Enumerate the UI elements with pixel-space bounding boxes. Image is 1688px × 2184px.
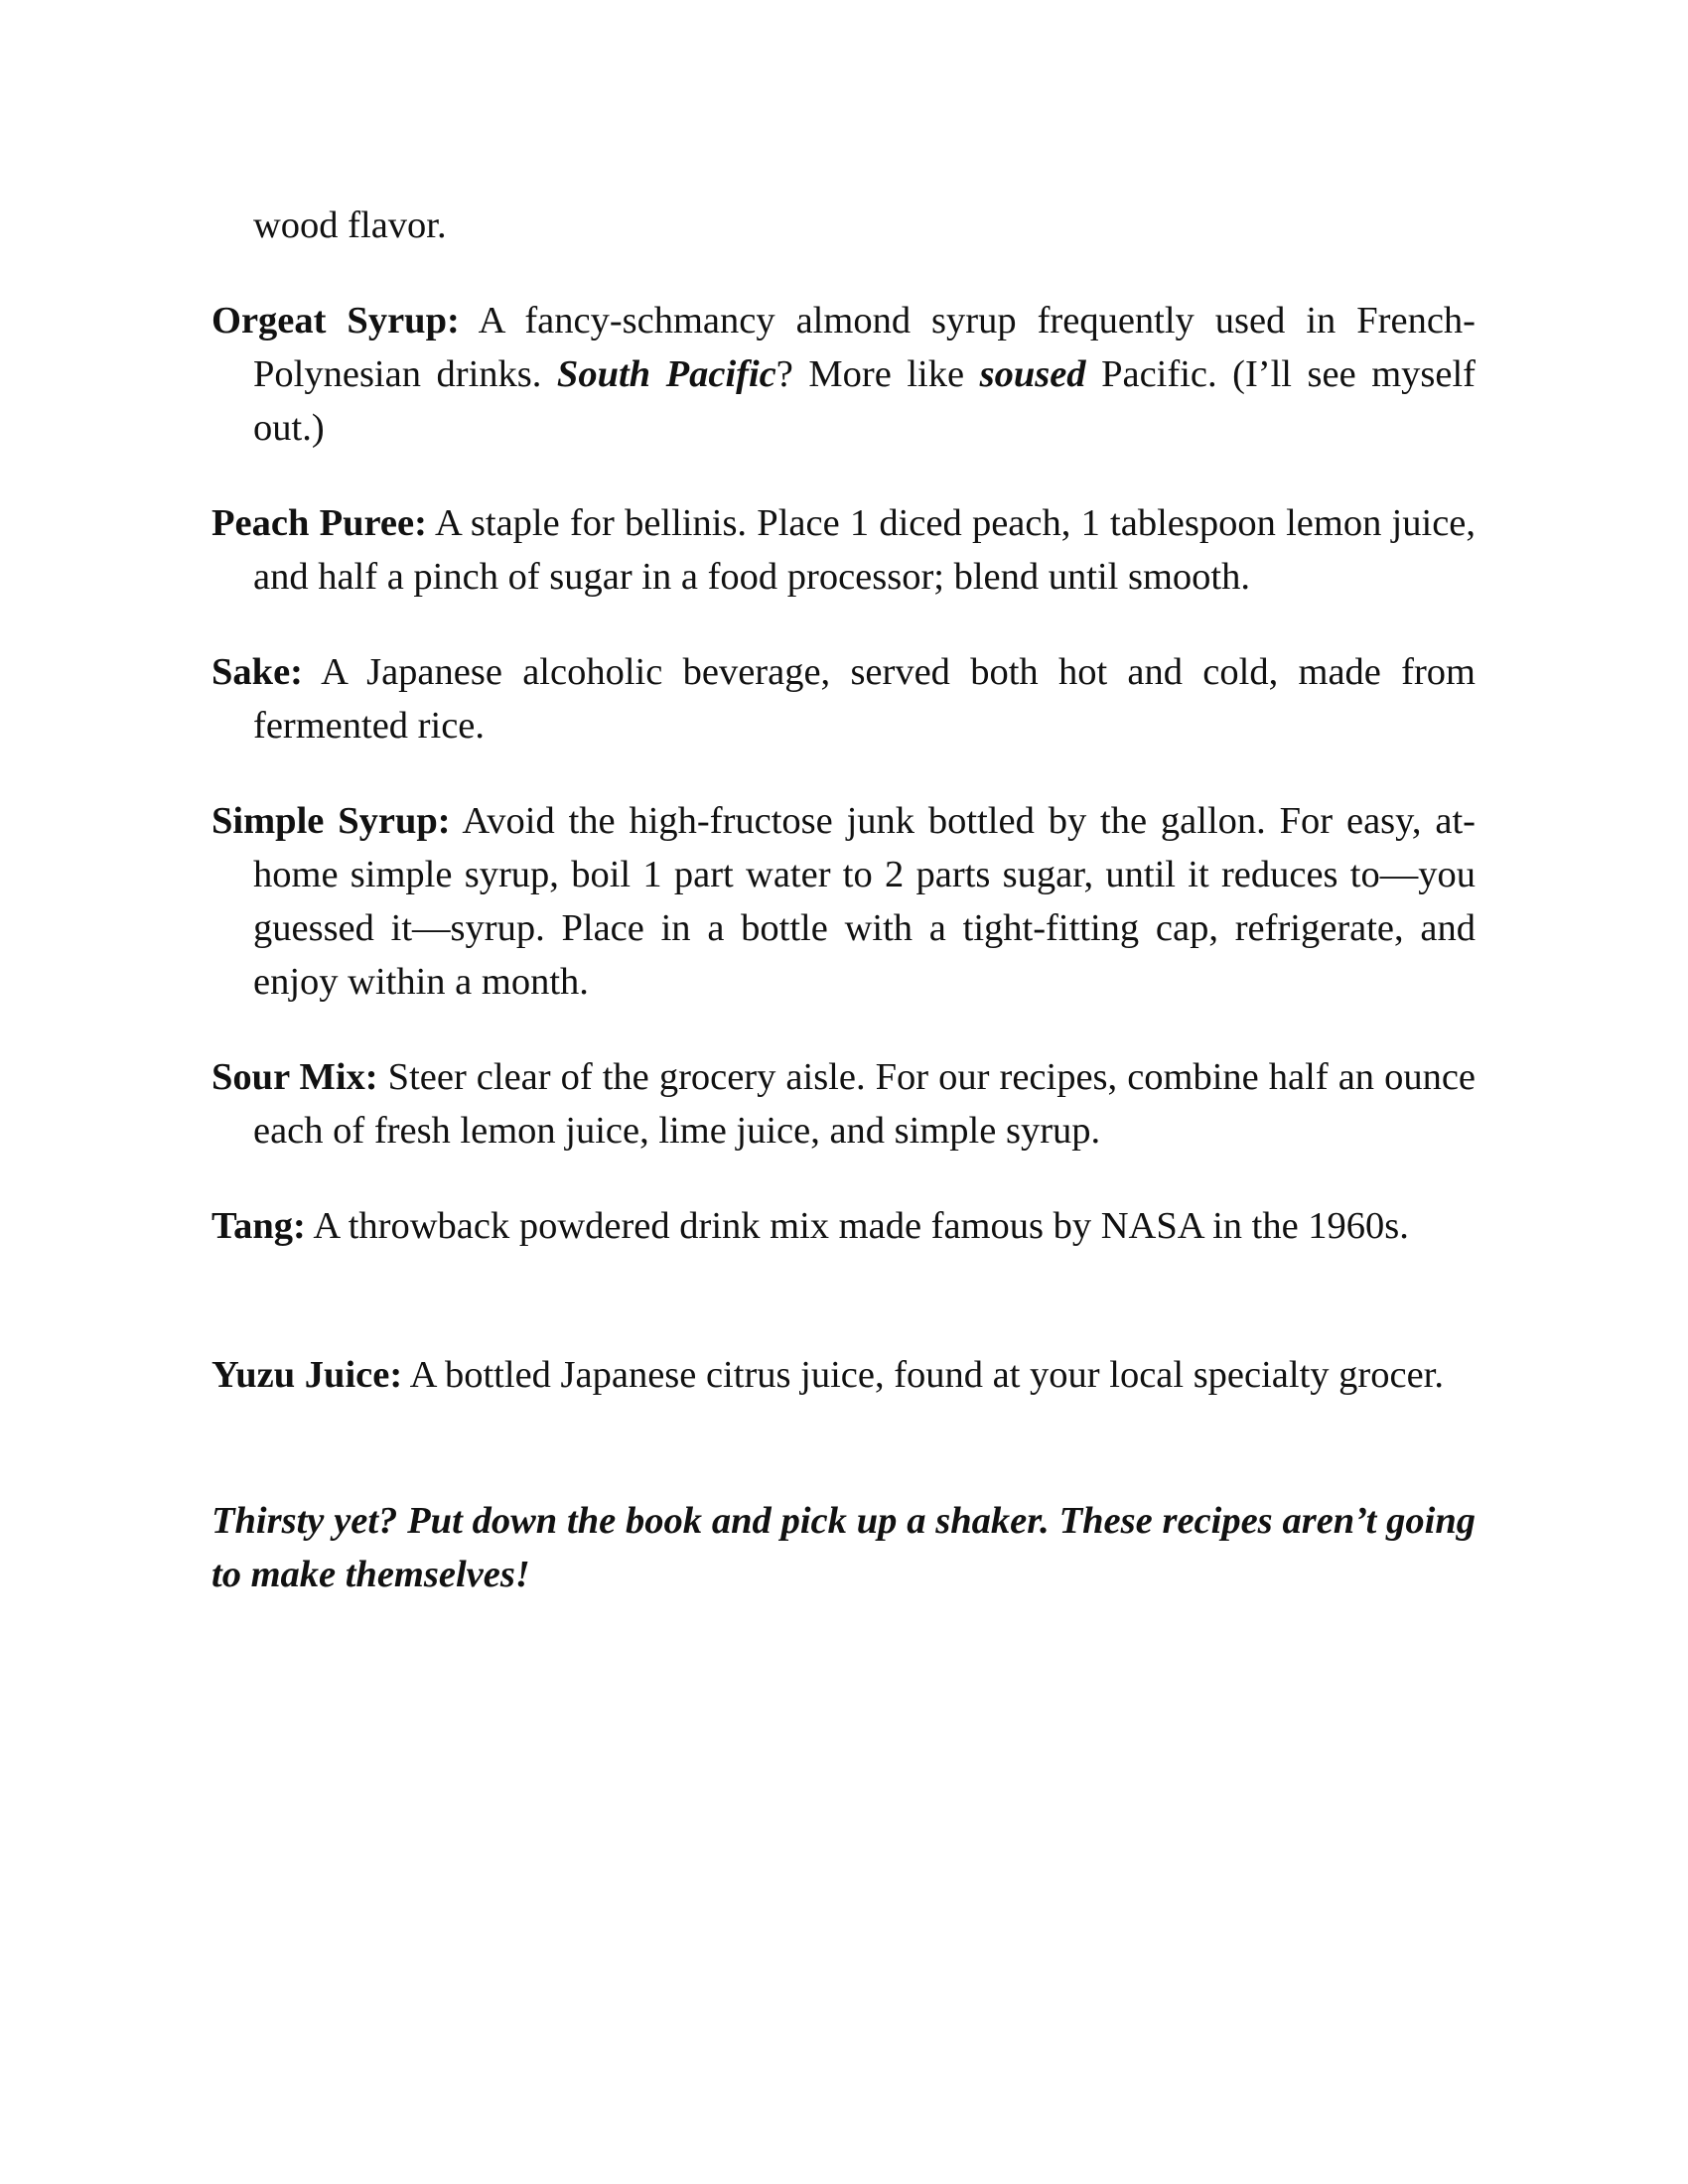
entry-term: Orgeat Syrup: — [211, 300, 460, 341]
glossary-entry-simple-syrup — [211, 794, 1476, 1009]
entry-text: A throwback powdered drink mix made famous by NASA in the 1960s. — [305, 1205, 1409, 1247]
entry-text: A fancy-schmancy almond syrup frequently used in French-Polynesian drinks. — [253, 300, 1476, 395]
glossary-entry-sour-mix — [211, 1050, 1476, 1158]
entry-term: Yuzu Juice: — [211, 1354, 403, 1396]
entry-term: Tang: — [211, 1205, 306, 1247]
entry-text: A Japanese alcoholic beverage, served both hot and cold, made from fermented rice. — [253, 651, 1476, 747]
glossary-entry-orgeat-syrup — [211, 294, 1476, 455]
entry-text: A bottled Japanese citrus juice, found at your local specialty grocer. — [402, 1354, 1444, 1396]
glossary-entry-sake — [211, 645, 1476, 752]
glossary-entry-peach-puree — [211, 496, 1476, 604]
glossary-entry-yuzu-juice — [211, 1348, 1476, 1402]
continuation-text: wood flavor. — [253, 205, 447, 246]
entry-text: A staple for bellinis. Place 1 diced peach, 1 tablespoon lemon juice, and half a pinch of sugar in a food processor; blend until smooth. — [253, 502, 1476, 598]
entry-term: Simple Syrup: — [211, 800, 451, 842]
entry-term: Peach Puree: — [211, 502, 427, 544]
entry-term: Sake: — [211, 651, 303, 693]
entry-term: Sour Mix: — [211, 1056, 378, 1098]
entry-emphasis: South Pacific — [556, 353, 776, 395]
glossary-entry-tang — [211, 1199, 1476, 1253]
entry-emphasis: soused — [979, 353, 1086, 395]
entry-text: Avoid the high-fructose junk bottled by the gallon. For easy, at-home simple syrup, boil 1 part water to 2 parts sugar, until it reduces to—you guessed it—syrup. Place in a bottle with a tight-fitting cap, refrigerate, and enjoy within a month. — [253, 800, 1476, 1003]
closing-paragraph: Thirsty yet? Put down the book and pick up a shaker. These recipes aren’t going to make themselves! — [211, 1500, 1476, 1595]
entry-text: Pacific. (I’ll see myself out.) — [253, 353, 1476, 449]
entry-text: ? More like — [775, 353, 980, 395]
entry-text: Steer clear of the grocery aisle. For our recipes, combine half an ounce each of fresh lemon juice, lime juice, and simple syrup. — [253, 1056, 1477, 1152]
